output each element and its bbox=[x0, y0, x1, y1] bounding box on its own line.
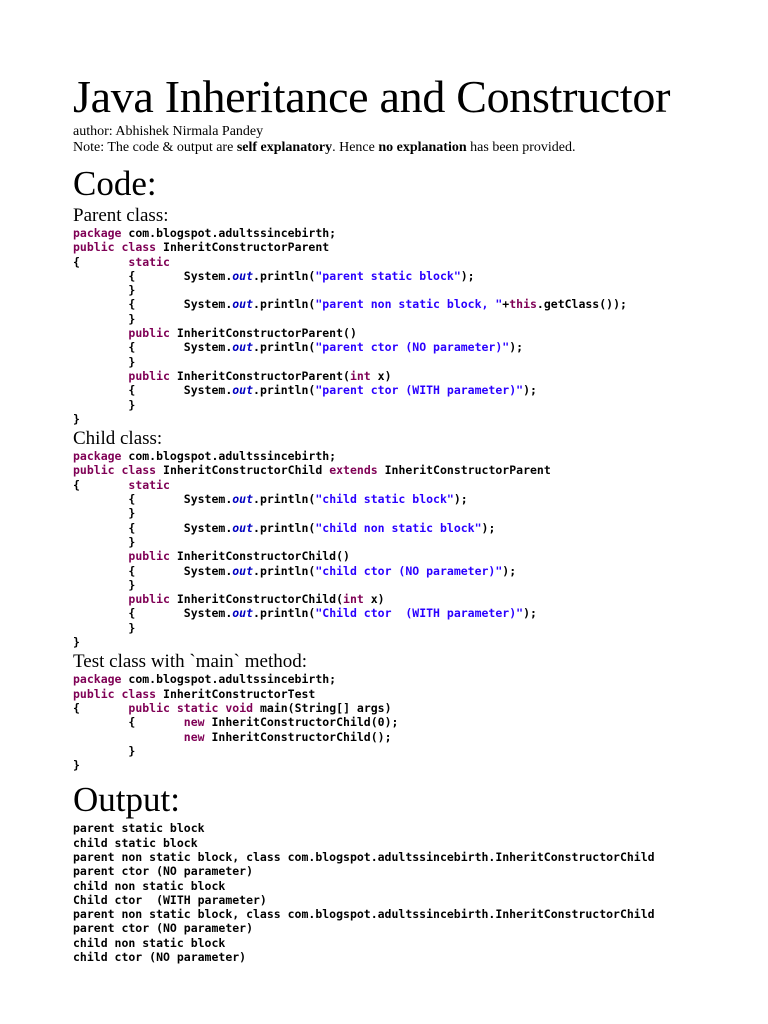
code-token: public bbox=[128, 326, 170, 341]
document-content bbox=[73, 70, 753, 964]
author-line: author: Abhishek Nirmala Pandey bbox=[73, 124, 264, 139]
code-token: .println( bbox=[253, 520, 316, 535]
code-token: { bbox=[73, 715, 184, 730]
code-token: { System. bbox=[73, 297, 233, 312]
code-line bbox=[73, 240, 753, 254]
code-token: } bbox=[73, 577, 136, 592]
code-token: InheritConstructorChild(0); bbox=[204, 715, 399, 730]
code-token: } bbox=[73, 743, 136, 758]
code-token: "Child ctor (WITH parameter)" bbox=[315, 606, 524, 621]
code-token: } bbox=[73, 354, 136, 369]
code-token bbox=[170, 701, 177, 715]
code-line bbox=[73, 715, 753, 729]
code-token: "child static block" bbox=[315, 492, 454, 507]
code-token: InheritConstructorParent( bbox=[169, 368, 350, 383]
code-line bbox=[73, 635, 753, 649]
code-token bbox=[73, 369, 128, 383]
code-token: int bbox=[349, 368, 371, 383]
output-line: parent non static block, class com.blogspot.adultssincebirth.InheritConstructorChild bbox=[73, 849, 655, 864]
output-line: parent ctor (NO parameter) bbox=[73, 921, 254, 936]
code-token: extends bbox=[329, 463, 378, 478]
note-bold-no-explanation: no explanation bbox=[378, 140, 467, 155]
code-token: + bbox=[502, 297, 510, 312]
code-token: static bbox=[128, 254, 170, 269]
code-line bbox=[73, 412, 753, 426]
code-token: .println( bbox=[253, 606, 316, 621]
code-line bbox=[73, 564, 753, 578]
code-line bbox=[73, 355, 753, 369]
code-line bbox=[73, 672, 753, 686]
output-line: child static block bbox=[73, 835, 198, 850]
code-token: InheritConstructorParent bbox=[377, 463, 551, 478]
code-line bbox=[73, 621, 753, 635]
code-token: } bbox=[73, 635, 80, 650]
code-token: InheritConstructorTest bbox=[156, 686, 316, 701]
code-line bbox=[73, 326, 753, 340]
code-token: "child ctor (NO parameter)" bbox=[315, 563, 503, 578]
code-line bbox=[73, 701, 753, 715]
code-token: InheritConstructorChild( bbox=[169, 592, 344, 607]
code-token: .getClass()); bbox=[536, 297, 627, 312]
code-line bbox=[73, 340, 753, 354]
code-token: { bbox=[73, 477, 129, 492]
code-token: out bbox=[232, 606, 254, 621]
code-line bbox=[73, 398, 753, 412]
note-prefix: Note: The code & output are bbox=[73, 140, 237, 155]
code-token bbox=[73, 549, 128, 563]
code-token: } bbox=[73, 311, 136, 326]
output-line: Child ctor (WITH parameter) bbox=[73, 892, 267, 907]
code-token: public bbox=[73, 686, 115, 701]
code-token: { System. bbox=[73, 563, 233, 578]
code-line bbox=[73, 578, 753, 592]
code-token bbox=[73, 730, 184, 744]
code-token: out bbox=[232, 383, 254, 398]
code-line bbox=[73, 758, 753, 772]
code-token: out bbox=[232, 340, 254, 355]
code-token bbox=[73, 326, 128, 340]
code-token: public bbox=[73, 240, 115, 255]
note-line bbox=[73, 140, 753, 156]
output-heading: Output: bbox=[73, 780, 180, 820]
code-token: InheritConstructorChild() bbox=[169, 549, 350, 564]
code-token: class bbox=[121, 686, 157, 701]
code-line bbox=[73, 312, 753, 326]
code-token: class bbox=[121, 240, 157, 255]
code-token: class bbox=[121, 463, 157, 478]
code-token: com.blogspot.adultssincebirth; bbox=[121, 226, 337, 240]
code-token: int bbox=[343, 592, 364, 607]
code-token: InheritConstructorChild(); bbox=[204, 729, 392, 744]
code-token: InheritConstructorChild bbox=[156, 463, 330, 478]
code-line bbox=[73, 449, 753, 463]
code-token: } bbox=[73, 506, 136, 521]
code-line bbox=[73, 226, 753, 240]
code-line bbox=[73, 255, 753, 269]
code-token: main(String[] args) bbox=[253, 700, 392, 715]
note-middle: . Hence bbox=[332, 140, 379, 155]
code-token: "parent static block" bbox=[315, 268, 461, 283]
code-token: out bbox=[232, 297, 254, 312]
code-token: package bbox=[73, 226, 122, 240]
code-token: } bbox=[73, 534, 136, 549]
code-token: static bbox=[176, 700, 219, 715]
code-line bbox=[73, 535, 753, 549]
code-token: ); bbox=[523, 383, 537, 398]
code-token: package bbox=[73, 449, 122, 464]
code-line bbox=[73, 606, 753, 620]
code-line bbox=[73, 549, 753, 563]
code-token: { System. bbox=[73, 520, 233, 535]
code-token: ); bbox=[509, 340, 524, 355]
program-output bbox=[73, 821, 753, 964]
code-token: public bbox=[128, 700, 170, 715]
code-token: { System. bbox=[73, 340, 233, 355]
code-token: public bbox=[128, 368, 170, 383]
code-token: InheritConstructorParent bbox=[156, 240, 330, 255]
code-token: new bbox=[183, 729, 205, 744]
code-token: ); bbox=[502, 563, 517, 578]
code-token: out bbox=[232, 520, 254, 535]
code-token: x) bbox=[370, 368, 392, 383]
code-token: this bbox=[509, 297, 537, 312]
code-token: new bbox=[183, 715, 205, 730]
code-token: "parent ctor (WITH parameter)" bbox=[315, 383, 524, 398]
code-line bbox=[73, 283, 753, 297]
code-token: } bbox=[73, 620, 136, 635]
code-token: .println( bbox=[253, 383, 316, 398]
code-token: public bbox=[128, 592, 170, 607]
code-token: InheritConstructorParent() bbox=[169, 326, 357, 341]
code-line bbox=[73, 492, 753, 506]
code-token: public bbox=[73, 463, 115, 478]
code-line bbox=[73, 506, 753, 520]
code-token: } bbox=[73, 397, 136, 412]
code-line bbox=[73, 269, 753, 283]
code-token: ); bbox=[453, 492, 468, 507]
output-line: child non static block bbox=[73, 935, 226, 950]
code-line bbox=[73, 369, 753, 383]
code-token: ); bbox=[481, 520, 496, 535]
code-token: { System. bbox=[73, 383, 233, 398]
note-suffix: has been provided. bbox=[466, 140, 576, 155]
code-line bbox=[73, 478, 753, 492]
code-token: { System. bbox=[73, 606, 233, 621]
code-token: "parent ctor (NO parameter)" bbox=[315, 340, 510, 355]
code-token: { System. bbox=[73, 492, 233, 507]
code-token: .println( bbox=[253, 340, 316, 355]
code-token: .println( bbox=[253, 563, 316, 578]
code-token: out bbox=[232, 268, 254, 283]
code-line bbox=[73, 383, 753, 397]
code-token: { bbox=[73, 700, 129, 715]
code-line bbox=[73, 730, 753, 744]
code-heading: Code: bbox=[73, 164, 157, 203]
code-line bbox=[73, 521, 753, 535]
code-line bbox=[73, 592, 753, 606]
code-token: } bbox=[73, 758, 80, 773]
code-line bbox=[73, 463, 753, 477]
code-token: ); bbox=[523, 606, 537, 621]
code-token: public bbox=[128, 549, 170, 564]
document-title: Java Inheritance and Constructor bbox=[73, 71, 671, 122]
code-token: } bbox=[73, 283, 136, 298]
parent-class-heading: Parent class: bbox=[73, 205, 169, 226]
child-class-heading: Child class: bbox=[73, 428, 163, 450]
code-token: void bbox=[225, 700, 254, 715]
code-token: com.blogspot.adultssincebirth; bbox=[121, 449, 337, 464]
code-token: .println( bbox=[253, 268, 316, 283]
output-line: child ctor (NO parameter) bbox=[73, 950, 247, 965]
code-token: .println( bbox=[253, 297, 316, 312]
code-token: { bbox=[73, 254, 129, 269]
output-line: child non static block bbox=[73, 878, 226, 893]
output-line: parent non static block, class com.blogspot.adultssincebirth.InheritConstructorChild bbox=[73, 907, 655, 922]
output-line: parent static block bbox=[73, 821, 205, 836]
code-token: ); bbox=[460, 268, 475, 283]
code-token: } bbox=[73, 411, 80, 426]
code-line bbox=[73, 744, 753, 758]
test-class-code bbox=[73, 672, 753, 772]
code-token: out bbox=[232, 492, 254, 507]
code-token: { System. bbox=[73, 268, 233, 283]
code-token: .println( bbox=[253, 492, 316, 507]
code-line bbox=[73, 687, 753, 701]
code-token: package bbox=[73, 672, 122, 687]
code-token: "child non static block" bbox=[315, 520, 482, 535]
code-token: out bbox=[232, 563, 254, 578]
output-line: parent ctor (NO parameter) bbox=[73, 864, 254, 879]
code-token bbox=[73, 592, 128, 606]
code-line bbox=[73, 297, 753, 311]
code-token: com.blogspot.adultssincebirth; bbox=[121, 672, 337, 687]
code-token: x) bbox=[363, 592, 385, 607]
child-class-code bbox=[73, 449, 753, 649]
code-token: static bbox=[128, 477, 170, 492]
code-token: "parent non static block, " bbox=[315, 297, 503, 312]
note-bold-self-explanatory: self explanatory bbox=[236, 140, 333, 155]
test-class-heading: Test class with `main` method: bbox=[73, 651, 308, 673]
parent-class-code bbox=[73, 226, 753, 426]
